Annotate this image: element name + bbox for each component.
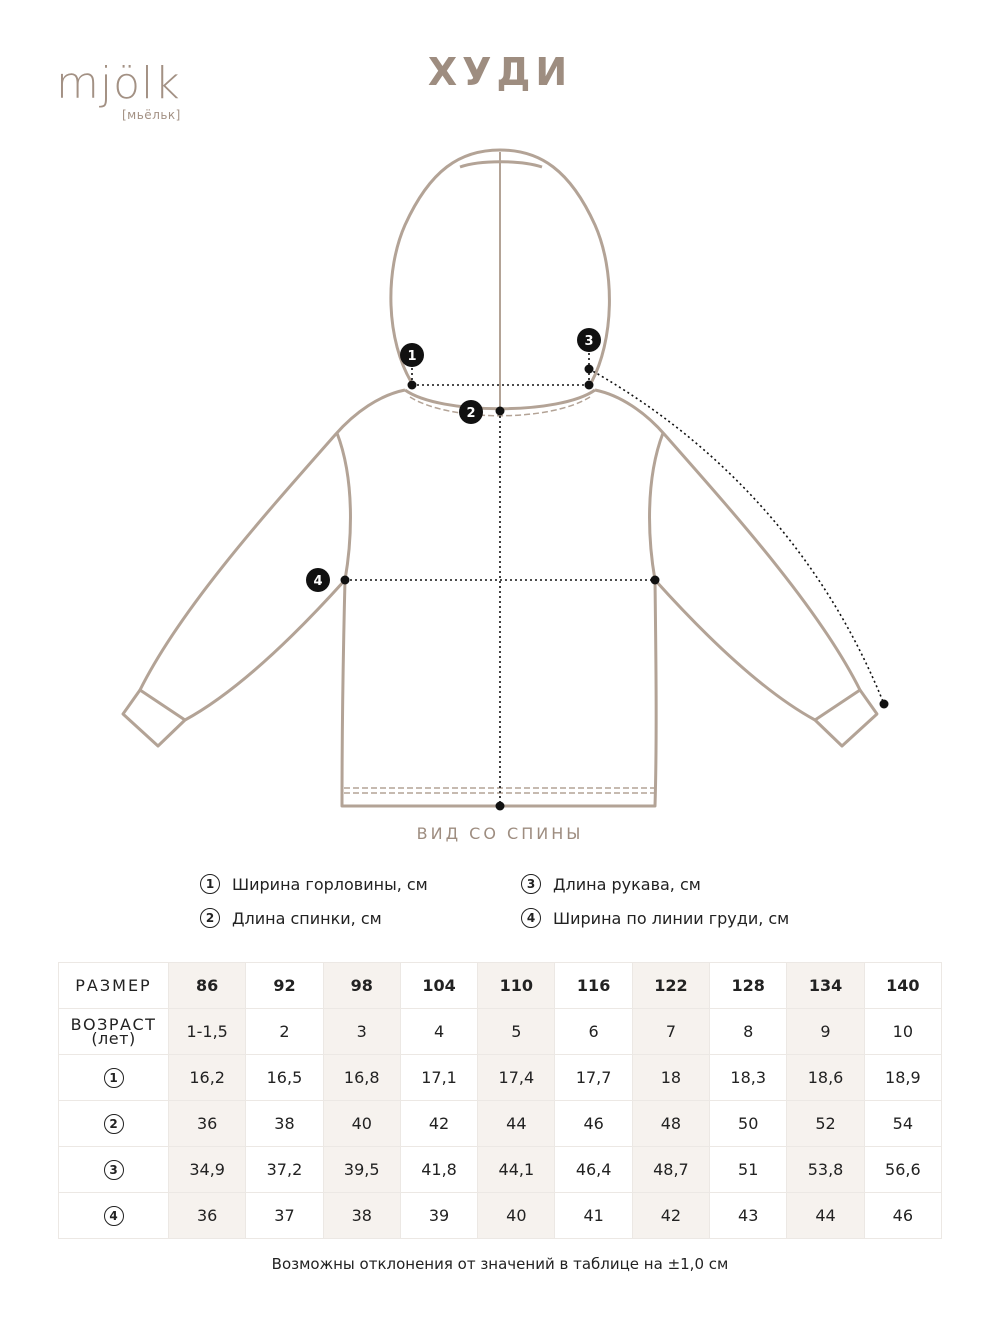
measurement-cell: 16,8 [323,1055,400,1101]
measurement-number: 2 [104,1114,124,1134]
age-header-label: ВОЗРАСТ [70,1014,157,1034]
measurement-row [59,1193,942,1239]
right-cuff [815,690,877,746]
left-shoulder-sleeve [140,390,405,690]
measurement-cell: 40 [323,1101,400,1147]
measurement-number: 4 [104,1206,124,1226]
size-cell: 116 [555,963,632,1009]
left-sleeve-under [185,580,345,720]
right-raglan [650,433,663,580]
measurement-cell: 17,4 [478,1055,555,1101]
measurement-cell: 40 [478,1193,555,1239]
legend-label: Ширина по линии груди, см [553,908,790,928]
legend-left [200,872,428,940]
size-cell: 92 [246,963,323,1009]
measurement-cell: 16,2 [169,1055,246,1101]
size-cell: 140 [864,963,941,1009]
measurement-cell: 18,6 [787,1055,864,1101]
callout-4 [306,568,330,592]
measurement-cell: 48 [632,1101,709,1147]
measurement-cell: 17,7 [555,1055,632,1101]
callout-2-label: 2 [466,406,476,421]
size-row [59,963,942,1009]
legend-number: 1 [200,874,220,894]
measurement-row-label [59,1147,169,1193]
callout-4-label: 4 [313,574,323,589]
measurement-cell: 37,2 [246,1147,323,1193]
age-header [59,1009,169,1055]
legend-item [521,906,789,930]
measurement-cell: 37 [246,1193,323,1239]
legend-label: Ширина горловины, см [232,874,428,894]
measurement-number: 1 [104,1068,124,1088]
measurement-cell: 34,9 [169,1147,246,1193]
measurement-cell: 16,5 [246,1055,323,1101]
size-cell: 134 [787,963,864,1009]
legend-number: 3 [521,874,541,894]
measurement-row [59,1147,942,1193]
page-title: ХУДИ [427,50,573,94]
body-outline [342,580,656,806]
age-cell: 5 [478,1009,555,1055]
size-cell: 104 [400,963,477,1009]
age-row [59,1009,942,1055]
measurement-number: 3 [104,1160,124,1180]
callout-3-label: 3 [584,334,594,349]
measurement-row [59,1055,942,1101]
callout-1-label: 1 [407,349,417,364]
callout-3 [577,328,601,352]
measurement-cell: 44,1 [478,1147,555,1193]
measurement-cell: 46 [555,1101,632,1147]
right-sleeve-under [655,580,815,720]
age-cell: 4 [400,1009,477,1055]
legend-item [200,906,428,930]
age-cell: 6 [555,1009,632,1055]
measurement-cell: 39,5 [323,1147,400,1193]
measurement-cell: 56,6 [864,1147,941,1193]
left-raglan [337,433,350,580]
brand-name: mjölk [56,58,181,109]
measurement-cell: 17,1 [400,1055,477,1101]
measurement-cell: 48,7 [632,1147,709,1193]
legend-number: 2 [200,908,220,928]
age-cell: 7 [632,1009,709,1055]
measurement-cell: 51 [710,1147,787,1193]
age-cell: 2 [246,1009,323,1055]
age-cell: 10 [864,1009,941,1055]
measurement-row-label [59,1055,169,1101]
age-header-unit: (лет) [91,1028,136,1048]
measurement-cell: 43 [710,1193,787,1239]
measurement-cell: 38 [246,1101,323,1147]
size-header: РАЗМЕР [59,963,169,1009]
right-shoulder-sleeve [595,390,860,690]
measurement-cell: 18 [632,1055,709,1101]
left-cuff [123,690,185,746]
measurement-row-label [59,1193,169,1239]
measurement-cell: 36 [169,1101,246,1147]
measurement-cell: 41 [555,1193,632,1239]
measurement-cell: 50 [710,1101,787,1147]
measurement-cell: 39 [400,1193,477,1239]
measurement-cell: 53,8 [787,1147,864,1193]
size-cell: 122 [632,963,709,1009]
age-cell: 3 [323,1009,400,1055]
view-caption: ВИД СО СПИНЫ [416,824,584,843]
measurement-cell: 18,3 [710,1055,787,1101]
legend-label: Длина рукава, см [553,874,701,894]
measurement-row-label [59,1101,169,1147]
measurement-cell: 36 [169,1193,246,1239]
measurement-cell: 44 [787,1193,864,1239]
legend-label: Длина спинки, см [232,908,382,928]
measurement-cell: 54 [864,1101,941,1147]
measurement-cell: 42 [400,1101,477,1147]
age-cell: 1-1,5 [169,1009,246,1055]
legend-number: 4 [521,908,541,928]
hoodie-back-diagram [0,130,1000,830]
size-cell: 110 [478,963,555,1009]
measurement-cell: 44 [478,1101,555,1147]
size-chart-table [58,962,942,1239]
size-cell: 86 [169,963,246,1009]
legend-item [521,872,789,896]
callout-1 [400,343,424,367]
tolerance-note: Возможны отклонения от значений в таблице на ±1,0 см [271,1255,729,1273]
measurement-cell: 52 [787,1101,864,1147]
size-cell: 98 [323,963,400,1009]
legend-right [521,872,789,940]
legend-item [200,872,428,896]
measurement-cell: 46,4 [555,1147,632,1193]
measurement-cell: 42 [632,1193,709,1239]
measurement-cell: 38 [323,1193,400,1239]
brand-subtitle: [мьёльк] [122,108,181,122]
measurement-row [59,1101,942,1147]
size-cell: 128 [710,963,787,1009]
measurement-cell: 41,8 [400,1147,477,1193]
measurement-cell: 46 [864,1193,941,1239]
age-cell: 9 [787,1009,864,1055]
age-cell: 8 [710,1009,787,1055]
measurement-cell: 18,9 [864,1055,941,1101]
callout-2 [459,400,483,424]
